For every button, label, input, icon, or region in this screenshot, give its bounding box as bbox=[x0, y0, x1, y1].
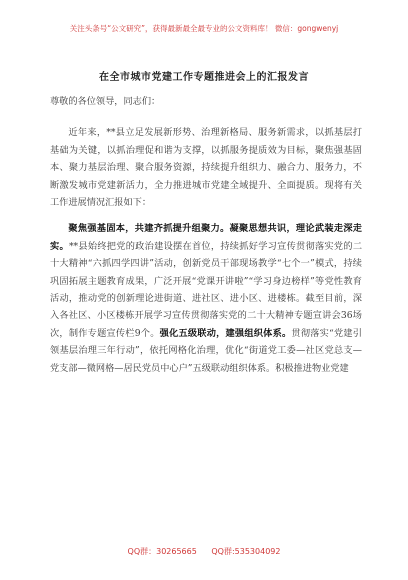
section-1-subheading: 强化五级联动，建强组织体系。 bbox=[159, 327, 292, 339]
document-body bbox=[50, 93, 362, 377]
footer-qq-group-2: QQ群:535304092 bbox=[211, 547, 281, 556]
footer-contact bbox=[0, 546, 408, 557]
intro-paragraph: 近年来，**县立足发展新形势、治理新格局、服务新需求，以抓基层打基础为关键，以抓治理促和谐为支撑，以抓服务提质效为目标，聚焦强基固本、聚力基层治理、聚合服务资源，持续提升组织力、融合力、服务力，不断激发城市党建新活力，全力推进城市党建全域提升、全面提质。现将有关工作进展情况汇报如下： bbox=[50, 127, 362, 209]
salutation: 尊敬的各位领导，同志们： bbox=[50, 96, 161, 107]
document-title: 在全市城市党建工作专题推进会上的汇报发言 bbox=[99, 72, 309, 83]
section-1-text-a: **县始终把党的政治建设摆在首位，持续抓好学习宣传贯彻落实党的二十大精神“六抓四学四讲”活动，创新党员干部现场教学“七个一”模式，持续巩固拓展主题教育成果，广泛开展“党课开讲啦”“学习身边榜样”等党性教育活动，推动党的创新理论进街道、进社区、进小区、进楼栋。截至目前，深入各社区、小区楼栋开展学习宣传贯彻落实党的二十大精神专题宣讲会36场次，制作专题宣传栏9个。 bbox=[50, 240, 363, 339]
section-1-paragraph bbox=[50, 220, 362, 377]
footer-qq-group-1: QQ群：30265665 bbox=[127, 547, 197, 556]
header-promo-note: 关注头条号“公文研究”，获得最新最全最专业的公文资料库！ 微信：gongwenyj bbox=[69, 24, 339, 33]
section-1-text-c: 贯彻落实“党建引领基层治理三年行动”，依托网格化治理，优化“街道党工委—社区党总支—党支部—微网格—居民党员中心户”五级联动组织体系。积极推进物业党建 bbox=[50, 327, 362, 374]
section-1-heading: 聚焦强基固本，共建齐抓提升组聚力。凝聚思想共识，理论武装走深走实。 bbox=[50, 223, 362, 252]
